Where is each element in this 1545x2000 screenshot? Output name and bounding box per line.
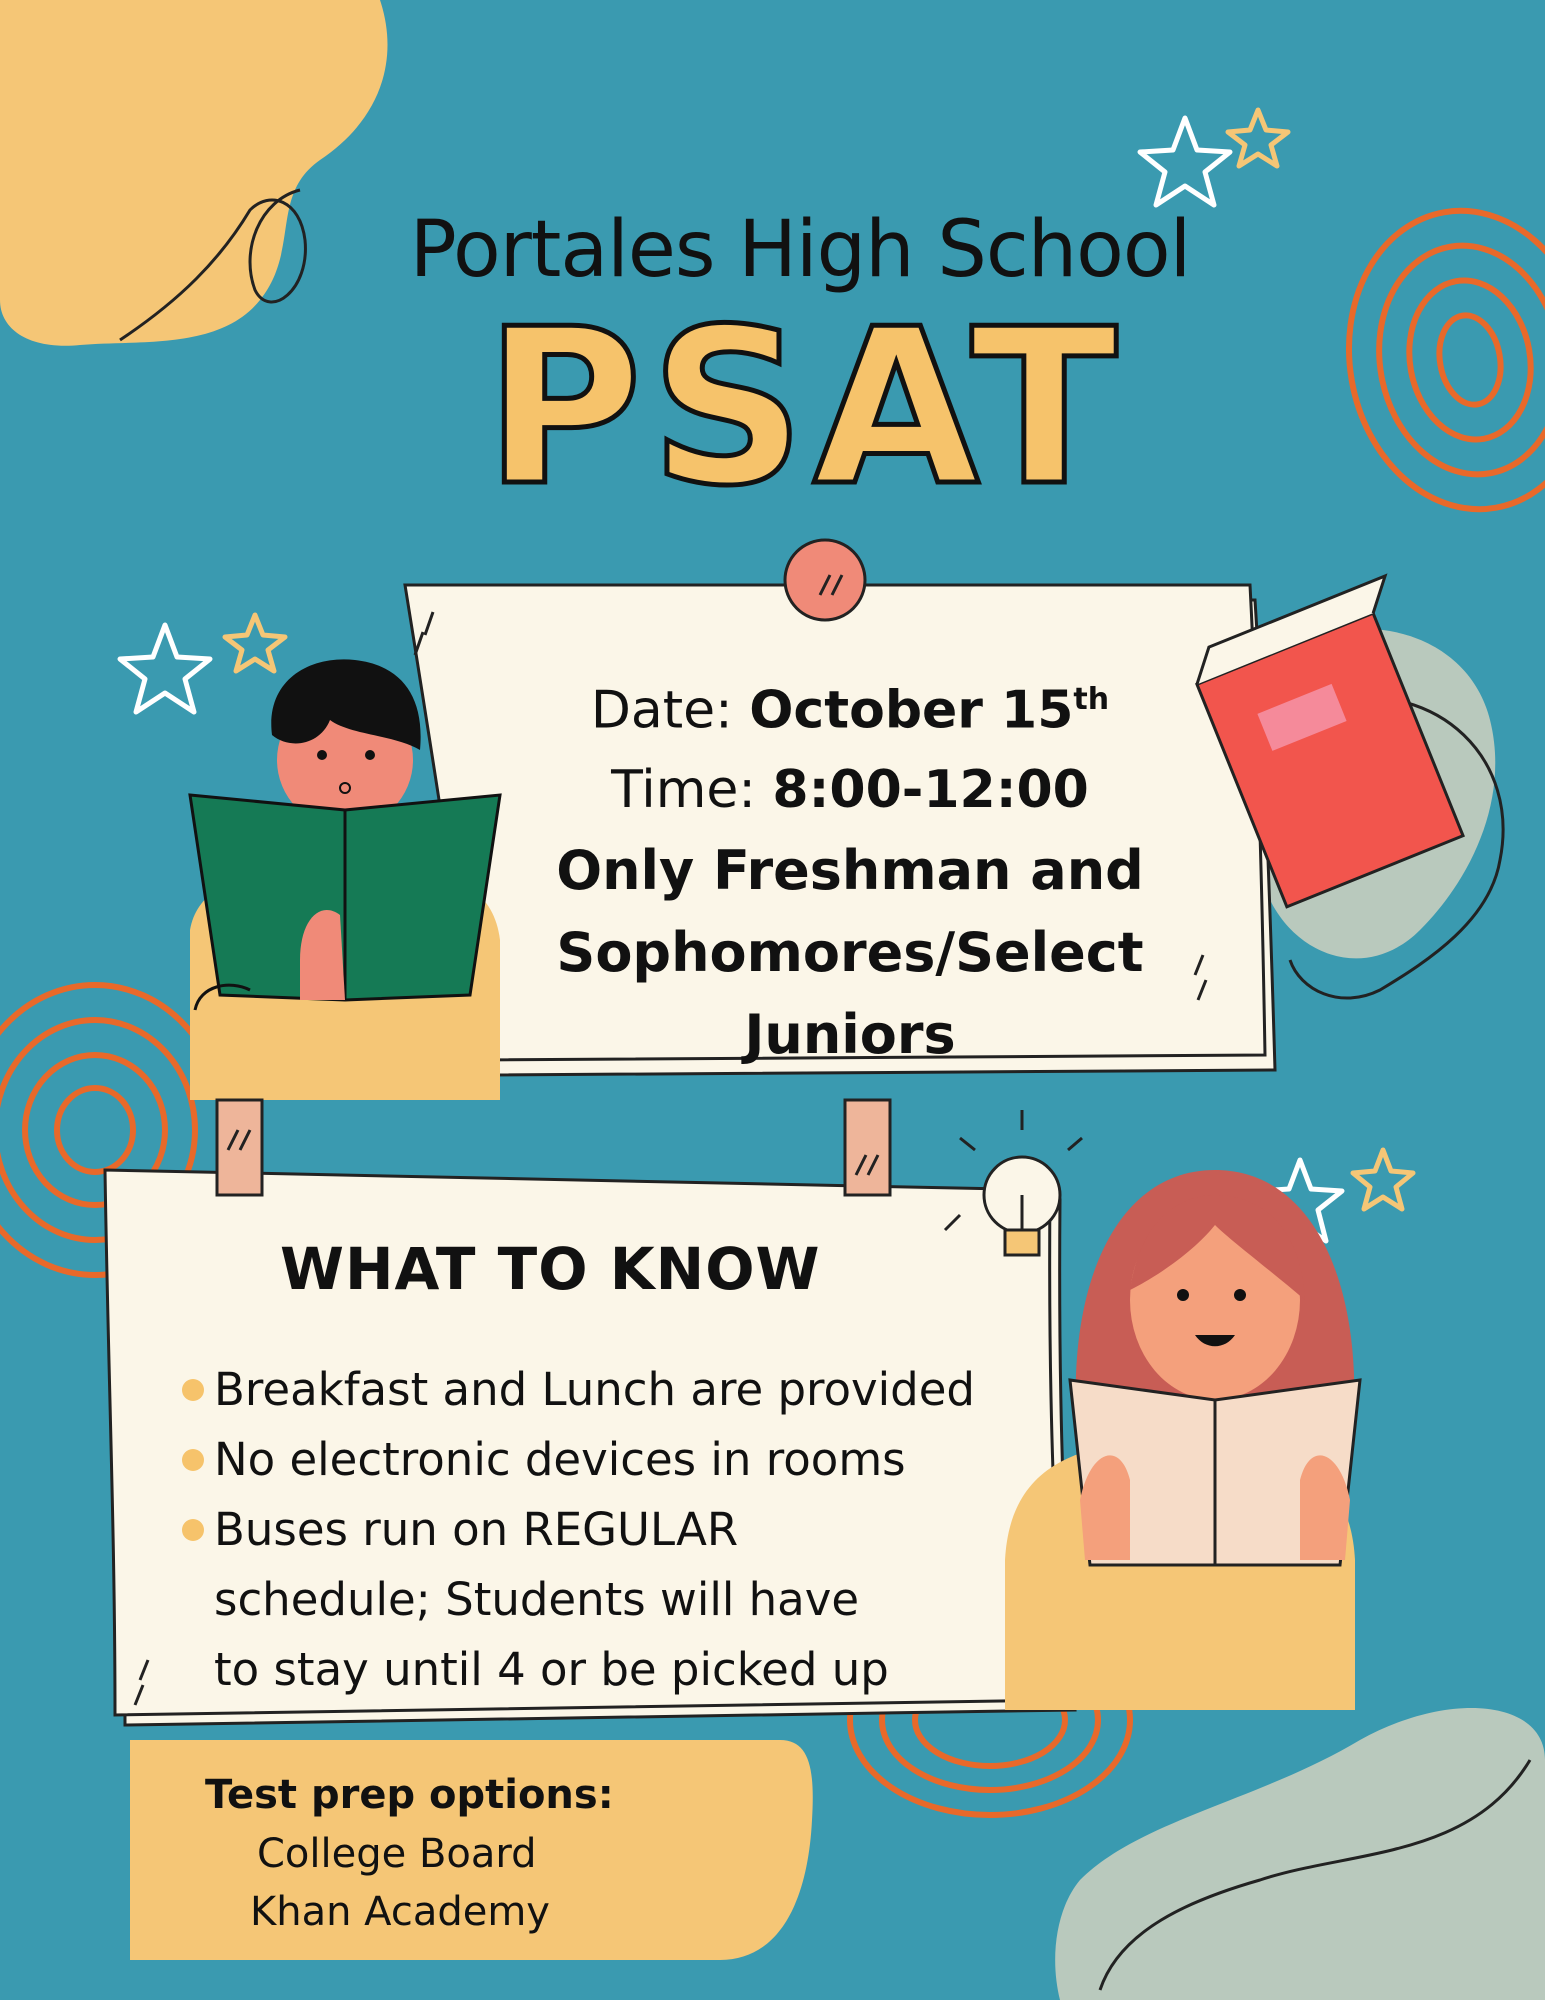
date-row <box>520 660 1180 750</box>
list-item-text: schedule; Students will have <box>214 1573 860 1626</box>
test-prep-heading: Test prep options: <box>205 1772 614 1818</box>
pin-icon <box>785 540 865 620</box>
list-item-text: to stay until 4 or be picked up <box>214 1643 889 1696</box>
list-item <box>180 1355 1040 1425</box>
list-item <box>180 1495 1040 1565</box>
what-to-know-list <box>180 1355 1040 1705</box>
date-label: Date: <box>590 680 733 741</box>
bullet-icon <box>182 1379 204 1401</box>
list-item-continuation <box>180 1635 1040 1705</box>
school-name: Portales High School <box>409 205 1191 295</box>
list-item-text: Buses run on REGULAR <box>214 1503 739 1556</box>
star-icon <box>225 615 285 671</box>
star-icon <box>120 625 210 712</box>
test-prep-option: Khan Academy <box>250 1889 550 1935</box>
bullet-icon <box>182 1449 204 1471</box>
list-item <box>180 1425 1040 1495</box>
star-icon <box>1140 118 1230 205</box>
what-to-know-heading: WHAT TO KNOW <box>280 1235 821 1303</box>
page-title: PSAT <box>484 282 1126 533</box>
eligibility-line: Only Freshman and <box>556 839 1144 903</box>
bullet-icon <box>182 1519 204 1541</box>
test-prep-option: College Board <box>257 1831 537 1877</box>
clip-icon <box>217 1100 262 1195</box>
eligibility-line: Sophomores/Select <box>556 921 1144 985</box>
date-suffix: th <box>1073 682 1110 717</box>
list-item-text: No electronic devices in rooms <box>214 1433 906 1486</box>
time-label: Time: <box>611 760 756 821</box>
eligibility-line: Juniors <box>744 1003 956 1067</box>
orange-swirl-top-right <box>1326 191 1545 528</box>
grey-blob-bottom-right <box>1055 1708 1545 2000</box>
clip-icon <box>845 1100 890 1195</box>
time-value: 8:00-12:00 <box>772 760 1089 821</box>
list-item-text: Breakfast and Lunch are provided <box>214 1363 976 1416</box>
date-value: October 15 <box>749 680 1074 741</box>
test-prep-section <box>170 1765 630 1941</box>
yellow-blob-top-left <box>0 0 388 346</box>
event-details <box>520 660 1180 1076</box>
list-item-continuation <box>180 1565 1040 1635</box>
star-icon <box>1353 1150 1413 1209</box>
time-row <box>520 750 1180 830</box>
star-icon <box>1228 110 1288 166</box>
